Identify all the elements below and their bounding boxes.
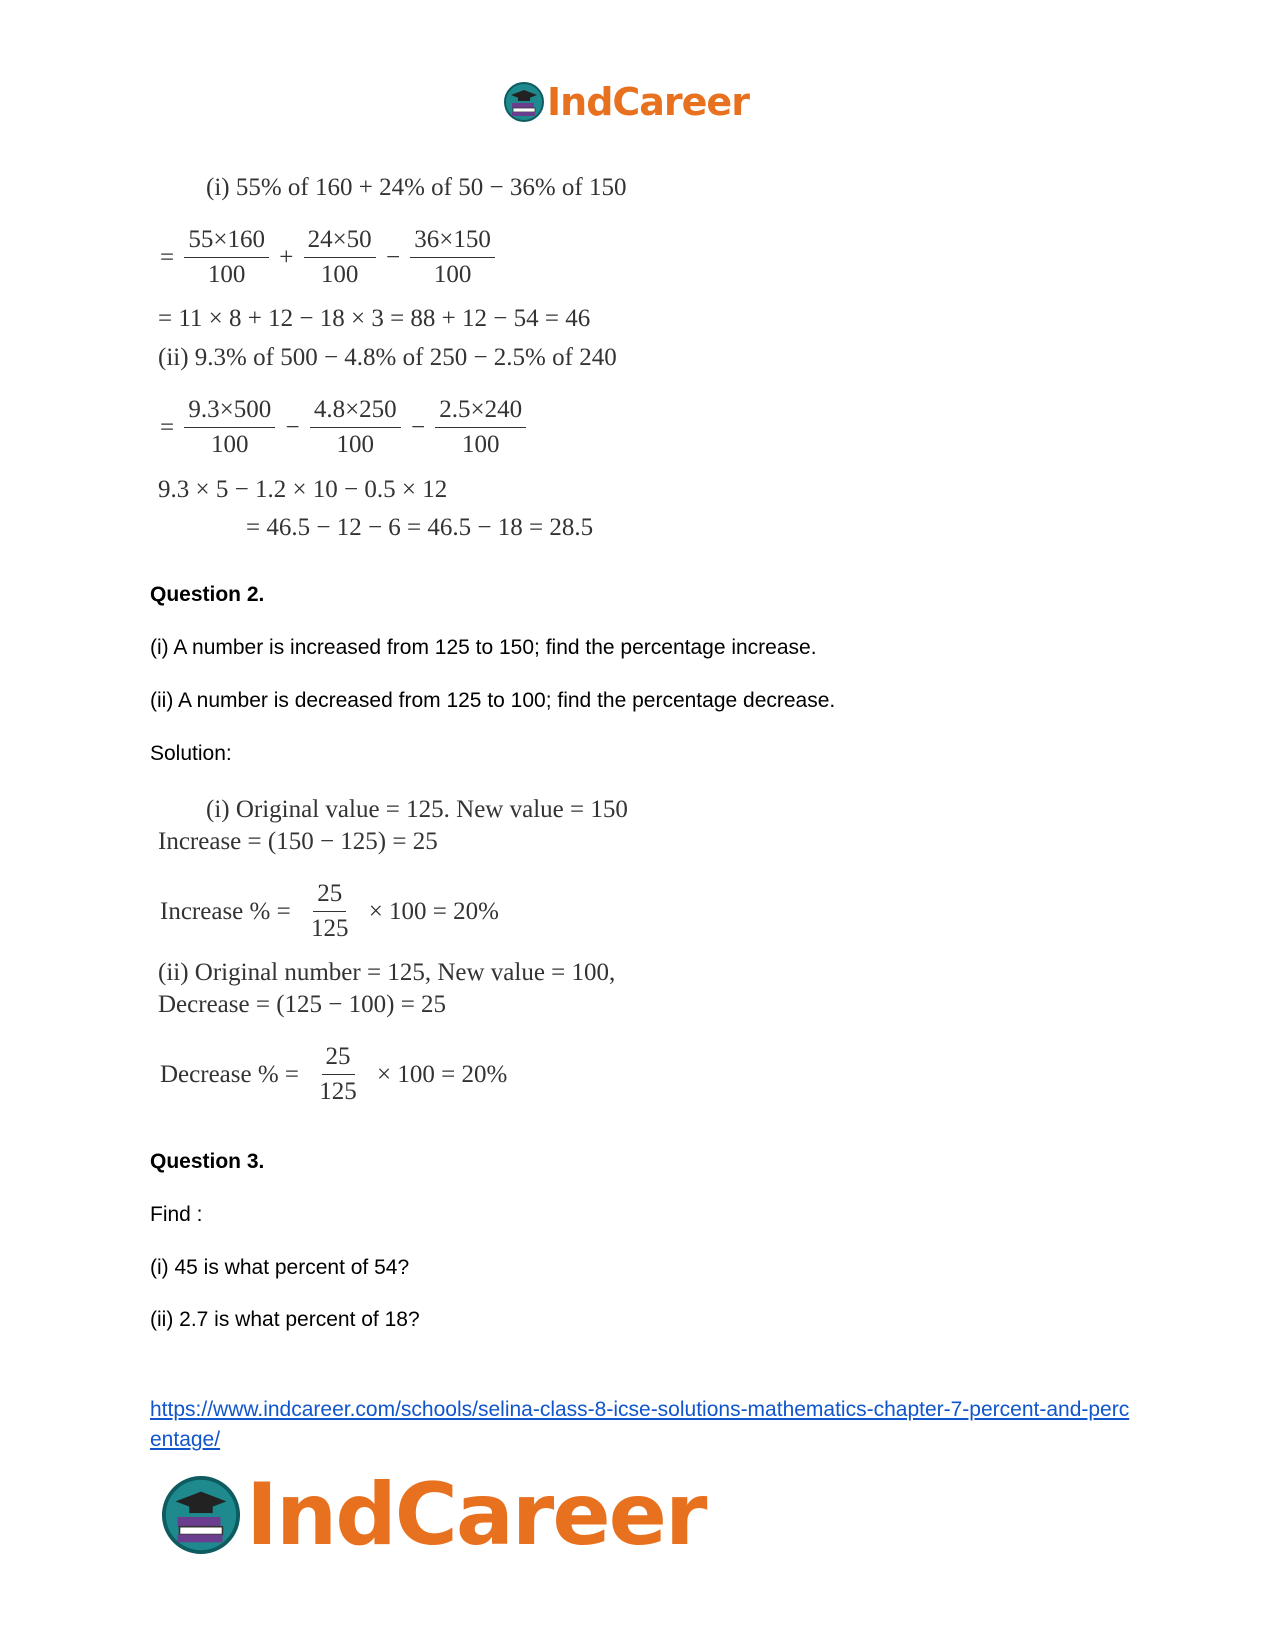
indcareer-logo-top <box>503 80 749 124</box>
indcareer-logo-bottom <box>160 1465 705 1565</box>
operator: − <box>285 413 300 441</box>
decrease-label: Decrease % = <box>160 1060 300 1088</box>
find-label: Find : <box>150 1203 203 1226</box>
result: × 100 = 20% <box>377 1060 508 1088</box>
question-part: (i) 45 is what percent of 54? <box>150 1256 410 1279</box>
increase-label: Increase % = <box>160 897 291 925</box>
result: × 100 = 20% <box>368 897 499 925</box>
graduation-books-icon <box>503 81 545 123</box>
equals-sign: = <box>160 413 175 441</box>
math-line: Decrease = (125 − 100) = 25 <box>158 991 447 1018</box>
logo-wordmark: IndCareer <box>246 1465 706 1565</box>
math-line: (ii) Original number = 125, New value = 100, <box>158 959 616 986</box>
fraction-expression <box>158 396 528 459</box>
fraction: $\frac{2.5\times 240}{100}$ <box>435 396 526 459</box>
fraction-expression <box>158 226 497 289</box>
question-part: (ii) A number is decreased from 125 to 100; find the percentage decrease. <box>150 689 836 712</box>
operator: − <box>385 243 401 271</box>
fraction: $\frac{25}{125}$ <box>310 880 349 942</box>
fraction: $\frac{4.8\times 250}{100}$ <box>310 396 401 459</box>
fraction-expression <box>158 880 501 943</box>
math-line: (i) Original value = 125. New value = 150 <box>206 796 628 823</box>
question-part: (i) A number is increased from 125 to 150; find the percentage increase. <box>150 636 817 659</box>
fraction: $\frac{25}{125}$ <box>319 1043 357 1105</box>
question-part: (ii) 2.7 is what percent of 18? <box>150 1308 420 1331</box>
math-line: Increase = (150 − 125) = 25 <box>158 828 438 855</box>
math-line: (i) 55% of 160 + 24% of 50 − 36% of 150 <box>206 174 627 201</box>
math-line: 9.3 × 5 − 1.2 × 10 − 0.5 × 12 <box>158 476 448 503</box>
fraction: $\frac{55\times 160}{100}$ <box>184 226 269 289</box>
fraction: $\frac{9.3\times 500}{100}$ <box>184 396 275 459</box>
fraction-expression <box>158 1043 509 1106</box>
question-heading: Question 2. <box>150 583 265 606</box>
operator: − <box>410 413 426 441</box>
question-heading: Question 3. <box>150 1150 265 1173</box>
source-link[interactable]: https://www.indcareer.com/schools/selina-class-8-icse-solutions-mathematics-chapter-7-percent-and-percentage/ <box>150 1398 1130 1451</box>
equals-sign: = <box>160 243 175 271</box>
math-line: = 11 × 8 + 12 − 18 × 3 = 88 + 12 − 54 = 46 <box>158 305 591 332</box>
operator: + <box>279 243 294 271</box>
solution-label: Solution: <box>150 742 232 765</box>
math-line: = 46.5 − 12 − 6 = 46.5 − 18 = 28.5 <box>246 514 594 541</box>
fraction: $\frac{24\times 50}{100}$ <box>304 226 376 289</box>
logo-wordmark: IndCareer <box>547 80 749 124</box>
fraction: $\frac{36\times 150}{100}$ <box>410 226 495 289</box>
math-line: (ii) 9.3% of 500 − 4.8% of 250 − 2.5% of 240 <box>158 344 617 371</box>
graduation-books-icon <box>160 1474 242 1556</box>
